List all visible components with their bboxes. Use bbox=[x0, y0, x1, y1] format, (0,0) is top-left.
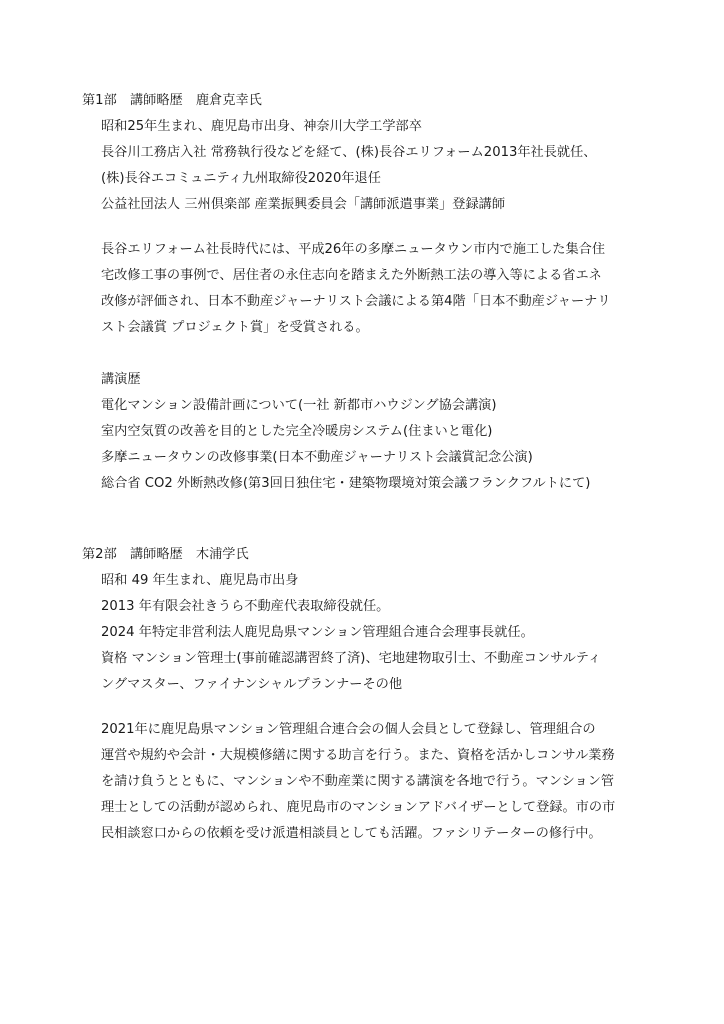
part1-paragraph-line: 改修が評価され、日本不動産ジャーナリスト会議による第4階「日本不動産ジャーナリ bbox=[101, 294, 611, 309]
part2-paragraph-line: 運営や規約や会計・大規模修繕に関する助言を行う。また、資格を活かしコンサル業務 bbox=[101, 748, 615, 763]
part2-bio-line: 昭和 49 年生まれ、鹿児島市出身 bbox=[101, 573, 299, 588]
part2-bio-line: 2013 年有限会社きうら不動産代表取締役就任。 bbox=[101, 599, 390, 614]
part2-heading: 第2部 講師略歴 木浦学氏 bbox=[82, 547, 249, 562]
part2-bio-line: 2024 年特定非営利法人鹿児島県マンション管理組合連合会理事長就任。 bbox=[101, 625, 534, 640]
lecture-item: 総合省 CO2 外断熱改修(第3回日独住宅・建築物環境対策会議フランクフルトにて) bbox=[101, 476, 591, 491]
part2-paragraph-line: 2021年に鹿児島県マンション管理組合連合会の個人会員として登録し、管理組合の bbox=[101, 722, 596, 737]
part1-bio-line: (株)長谷エコミュニティ九州取締役2020年退任 bbox=[101, 171, 381, 186]
part2-paragraph-line: 理士としての活動が認められ、鹿児島市のマンションアドバイザーとして登録。市の市 bbox=[101, 800, 616, 815]
part2-bio-line: 資格 マンション管理士(事前確認講習終了済)、宅地建物取引士、不動産コンサルティ bbox=[101, 651, 602, 666]
part2-bio-line: ングマスター、ファイナンシャルプランナーその他 bbox=[101, 677, 403, 692]
part1-heading: 第1部 講師略歴 鹿倉克幸氏 bbox=[82, 93, 262, 108]
part1-bio-line: 公益社団法人 三州倶楽部 産業振興委員会「講師派遣事業」登録講師 bbox=[101, 197, 506, 212]
lecture-item: 室内空気質の改善を目的とした完全冷暖房システム(住まいと電化) bbox=[101, 424, 493, 439]
part1-paragraph-line: 宅改修工事の事例で、居住者の永住志向を踏まえた外断熱工法の導入等による省エネ bbox=[101, 268, 602, 283]
part1-paragraph-line: スト会議賞 プロジェクト賞」を受賞される。 bbox=[101, 320, 369, 335]
part2-paragraph-line: を請け負うとともに、マンションや不動産業に関する講演を各地で行う。マンション管 bbox=[101, 774, 615, 789]
part2-paragraph-line: 民相談窓口からの依頼を受け派遣相談員としても活躍。ファシリテーターの修行中。 bbox=[101, 826, 602, 841]
lectures-title: 講演歴 bbox=[101, 372, 141, 387]
part1-bio-line: 昭和25年生まれ、鹿児島市出身、神奈川大学工学部卒 bbox=[101, 119, 422, 134]
lecture-item: 電化マンション設備計画について(一社 新都市ハウジング協会講演) bbox=[101, 398, 497, 413]
part1-paragraph-line: 長谷エリフォーム社長時代には、平成26年の多摩ニュータウン市内で施工した集合住 bbox=[101, 242, 606, 257]
part1-bio-line: 長谷川工務店入社 常務執行役などを経て、(株)長谷エリフォーム2013年社長就任、 bbox=[101, 145, 597, 160]
lecture-item: 多摩ニュータウンの改修事業(日本不動産ジャーナリスト会議賞記念公演) bbox=[101, 450, 533, 465]
